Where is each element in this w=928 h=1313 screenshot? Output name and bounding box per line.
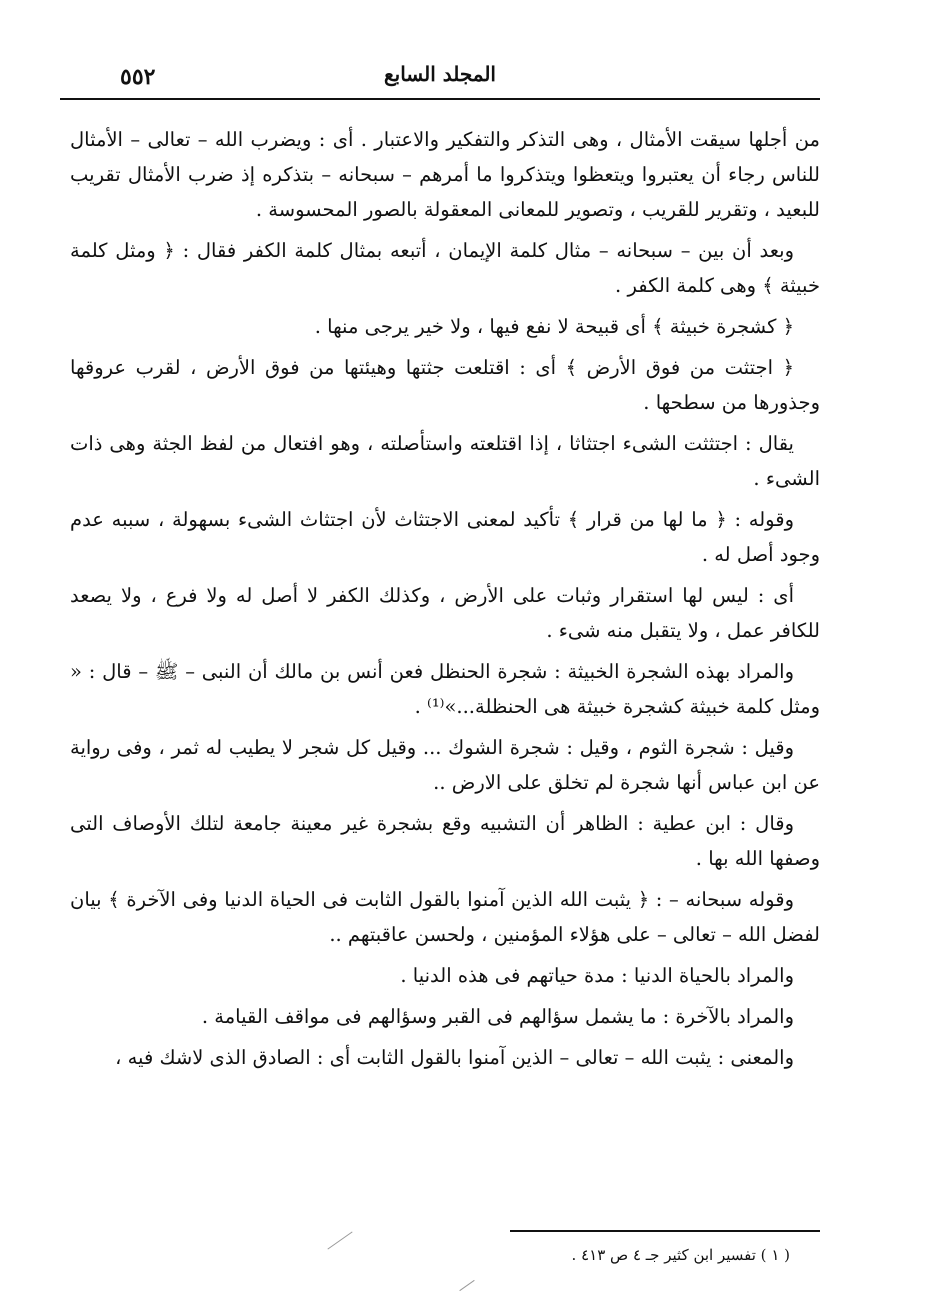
paragraph-7: أى : ليس لها استقرار وثبات على الأرض ، وكذلك الكفر لا أصل له ولا فرع ، ولا يصعد للكافر عمل ، ولا يتقبل منه شىء . xyxy=(70,584,820,642)
paragraph-14: والمعنى : يثبت الله – تعالى – الذين آمنوا بالقول الثابت أى : الصادق الذى لاشك فيه ، xyxy=(115,1046,794,1069)
footnote-divider xyxy=(510,1230,820,1232)
paragraph-1: من أجلها سيقت الأمثال ، وهى التذكر والتفكير والاعتبار . أى : ويضرب الله – تعالى – الأمثال للناس رجاء أن يعتبروا ويتعظوا ويتذكروا ما أمرهم – سبحانه – بتذكره إذ ضرب الأمثال تقريب للبعيد ، وتقرير للقريب ، وتصوير للمعانى المعقولة بالصور المحسوسة . xyxy=(70,128,820,221)
paragraph-12: والمراد بالحياة الدنيا : مدة حياتهم فى هذه الدنيا . xyxy=(400,964,794,987)
paragraph-13: والمراد بالآخرة : ما يشمل سؤالهم فى القبر وسؤالهم فى مواقف القيامة . xyxy=(201,1005,794,1028)
volume-title: المجلد السابع xyxy=(383,62,496,86)
paragraph-10: وقال : ابن عطية : الظاهر أن التشبيه وقع بشجرة غير معينة جامعة لتلك الأوصاف التى وصفها الله بها . xyxy=(70,812,820,870)
body-text xyxy=(70,122,820,1081)
footnote: ( ١ ) تفسير ابن كثير جـ ٤ ص ٤١٣ . xyxy=(571,1246,790,1264)
page-number: ٥٥٢ xyxy=(120,64,156,90)
paragraph-5: يقال : اجتثثت الشىء اجتثاثا ، إذا اقتلعته واستأصلته ، وهو افتعال من لفظ الجثة وهى ذات الشىء . xyxy=(70,432,820,490)
paragraph-6: وقوله : ﴿ ما لها من قرار ﴾ تأكيد لمعنى الاجتثاث لأن اجتثاث الشىء بسهولة ، سببه عدم وجود أصل له . xyxy=(70,508,820,566)
paragraph-11: وقوله سبحانه – : ﴿ يثبت الله الذين آمنوا بالقول الثابت فى الحياة الدنيا وفى الآخرة ﴾ بيان لفضل الله – تعالى – على هؤلاء المؤمنين ، ولحسن عاقبتهم .. xyxy=(70,888,820,946)
paragraph-9: وقيل : شجرة الثوم ، وقيل : شجرة الشوك ... وقيل كل شجر لا يطيب له ثمر ، وفى رواية عن ابن عباس أنها شجرة لم تخلق على الارض .. xyxy=(70,736,820,794)
paragraph-2: وبعد أن بين – سبحانه – مثال كلمة الإيمان ، أتبعه بمثال كلمة الكفر فقال : ﴿ ومثل كلمة خبيثة ﴾ وهى كلمة الكفر . xyxy=(70,239,820,297)
book-page xyxy=(60,52,820,1292)
paragraph-3: ﴿ كشجرة خبيثة ﴾ أى قبيحة لا نفع فيها ، ولا خير يرجى منها . xyxy=(314,315,794,338)
paragraph-8: والمراد بهذه الشجرة الخبيثة : شجرة الحنظل فعن أنس بن مالك أن النبى – ﷺ – قال : « ومثل كلمة خبيثة كشجرة خبيثة هى الحنظلة...»⁽¹⁾ . xyxy=(70,660,820,718)
running-header xyxy=(60,52,820,100)
paragraph-4: ﴿ اجتثت من فوق الأرض ﴾ أى : اقتلعت جثتها وهيئتها من فوق الأرض ، لقرب عروقها وجذورها من سطحها . xyxy=(70,356,820,414)
